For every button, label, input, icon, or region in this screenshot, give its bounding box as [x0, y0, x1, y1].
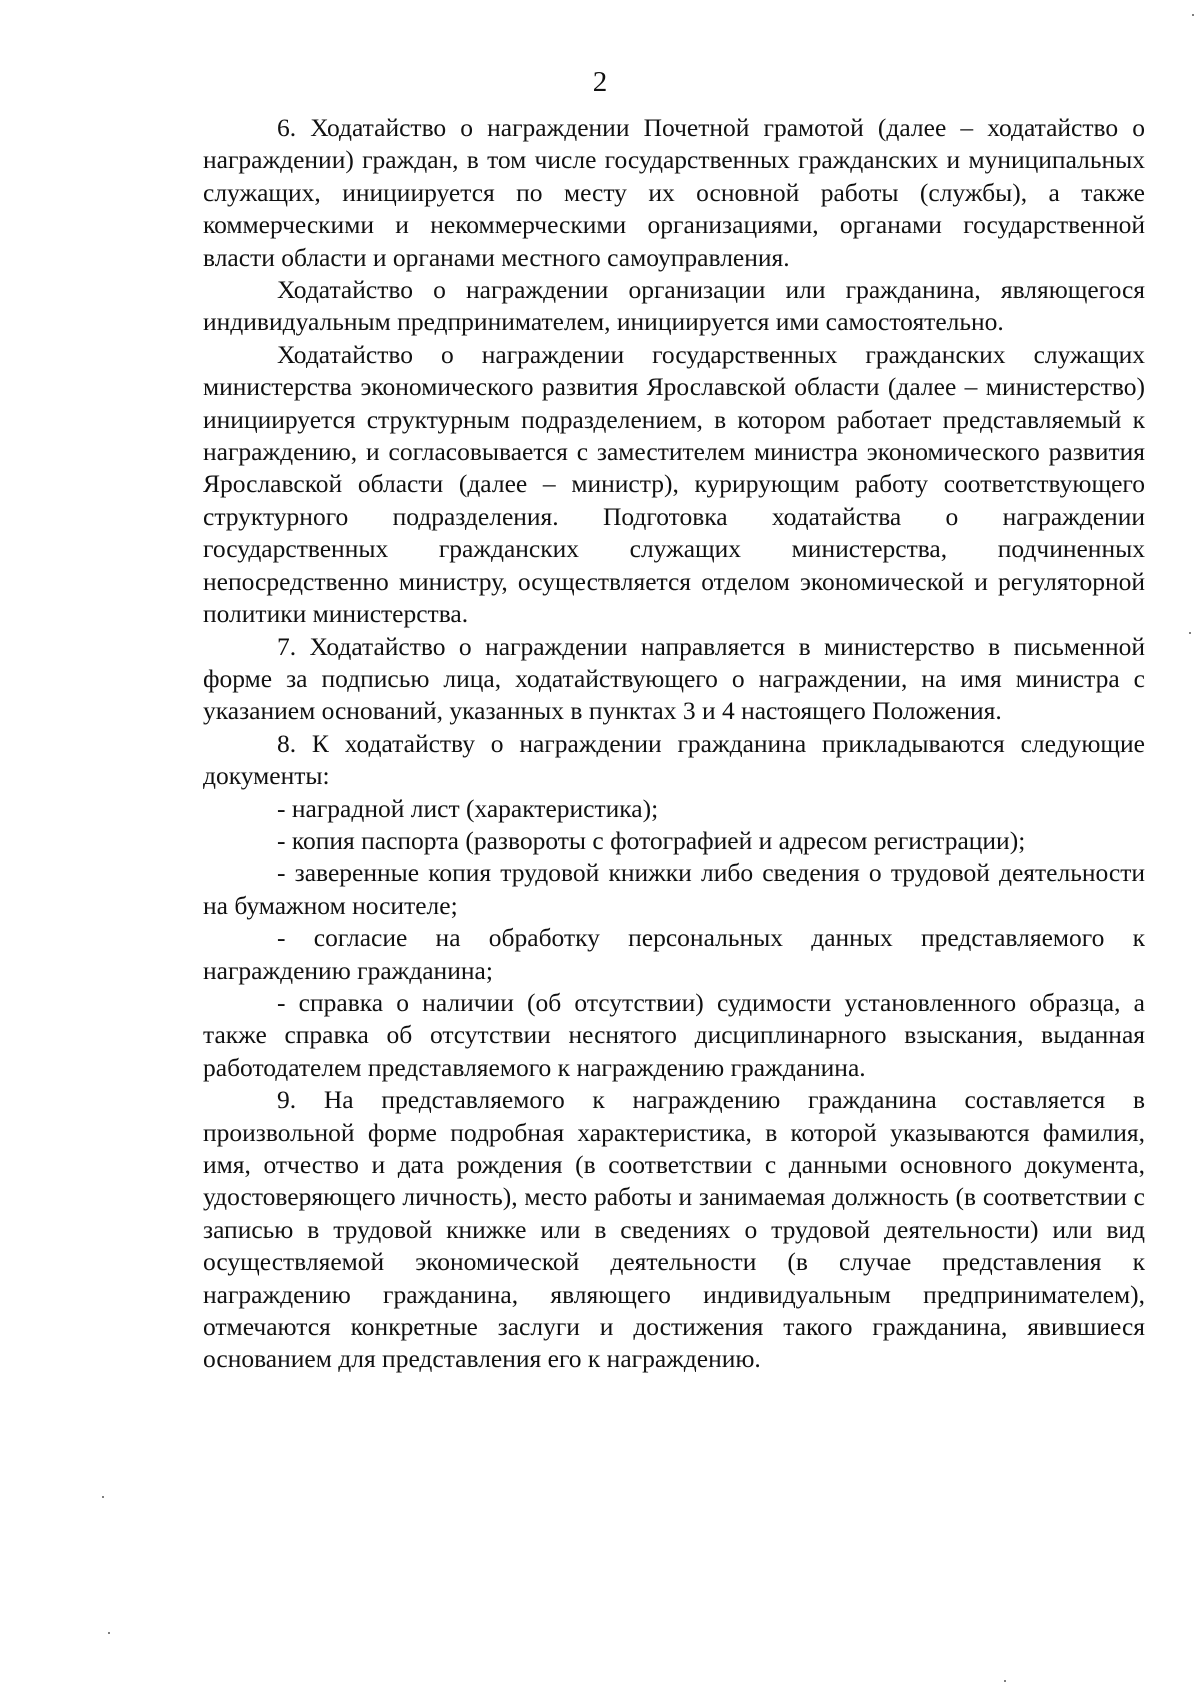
- list-item-award-sheet: - наградной лист (характеристика);: [277, 793, 659, 823]
- scan-artifact: [1192, 14, 1194, 16]
- list-item-employment-record: - заверенные копия трудовой книжки либо сведения о трудовой деятельности на бумажном носителе;: [203, 858, 1145, 920]
- paragraph-8: 8. К ходатайству о награждении гражданина прикладываются следующие документы:: [203, 728, 1145, 791]
- list-item-passport-copy: - копия паспорта (развороты с фотографией и адресом регистрации);: [277, 825, 1026, 855]
- paragraph-6-ministry-employees: Ходатайство о награждении государственных гражданских служащих министерства экономического развития Ярославской области (далее – министерство) инициируется структурным подразделением, в котором работает представляемый к награждению, и согласовывается с заместителем министра экономического развития Ярославской области (далее – министр), курирующим работу соответствующего структурного подразделения. Подготовка ходатайства о награждении государственных гражданских служащих министерства, подчиненных непосредственно министру, осуществляется отделом экономической и регуляторной политики министерства.: [203, 339, 1145, 629]
- scan-artifact: [1004, 1680, 1006, 1682]
- list-item-criminal-record-certificate: - справка о наличии (об отсутствии) судимости установленного образца, а также справка об отсутствии неснятого дисциплинарного взыскания, выданная работодателем представляемого к награждению гражданина.: [203, 987, 1145, 1082]
- scan-artifact: [1189, 632, 1191, 634]
- scan-artifact: [108, 1632, 110, 1634]
- list-item-personal-data-consent: - согласие на обработку персональных данных представляемого к награждению гражданина;: [203, 923, 1145, 985]
- paragraph-7: 7. Ходатайство о награждении направляется в министерство в письменной форме за подписью лица, ходатайствующего о награждении, на имя министра с указанием оснований, указанных в пунктах 3 и 4 настоящего Положения.: [203, 631, 1145, 726]
- scan-artifact: [102, 1496, 104, 1498]
- document-body: [203, 112, 1145, 1376]
- paragraph-6: 6. Ходатайство о награждении Почетной грамотой (далее – ходатайство о награждении) граждан, в том числе государственных гражданских и муниципальных служащих, инициируется по месту их основной работы (службы), а также коммерческими и некоммерческими организациями, органами государственной власти области и органами местного самоуправления.: [203, 113, 1145, 272]
- paragraph-9: 9. На представляемого к награждению гражданина составляется в произвольной форме подробная характеристика, в которой указываются фамилия, имя, отчество и дата рождения (в соответствии с данными основного документа, удостоверяющего личность), место работы и занимаемая должность (в соответствии с записью в трудовой книжке или в сведениях о трудовой деятельности) или вид осуществляемой экономической деятельности (в случае представления к награждению гражданина, являющего индивидуальным предпринимателем), отмечаются конкретные заслуги и достижения такого гражданина, явившиеся основанием для представления его к награждению.: [203, 1085, 1145, 1374]
- paragraph-6-individual-entrepreneur: Ходатайство о награждении организации или гражданина, являющегося индивидуальным предпринимателем, инициируется ими самостоятельно.: [203, 275, 1145, 337]
- page-number: 2: [592, 66, 608, 98]
